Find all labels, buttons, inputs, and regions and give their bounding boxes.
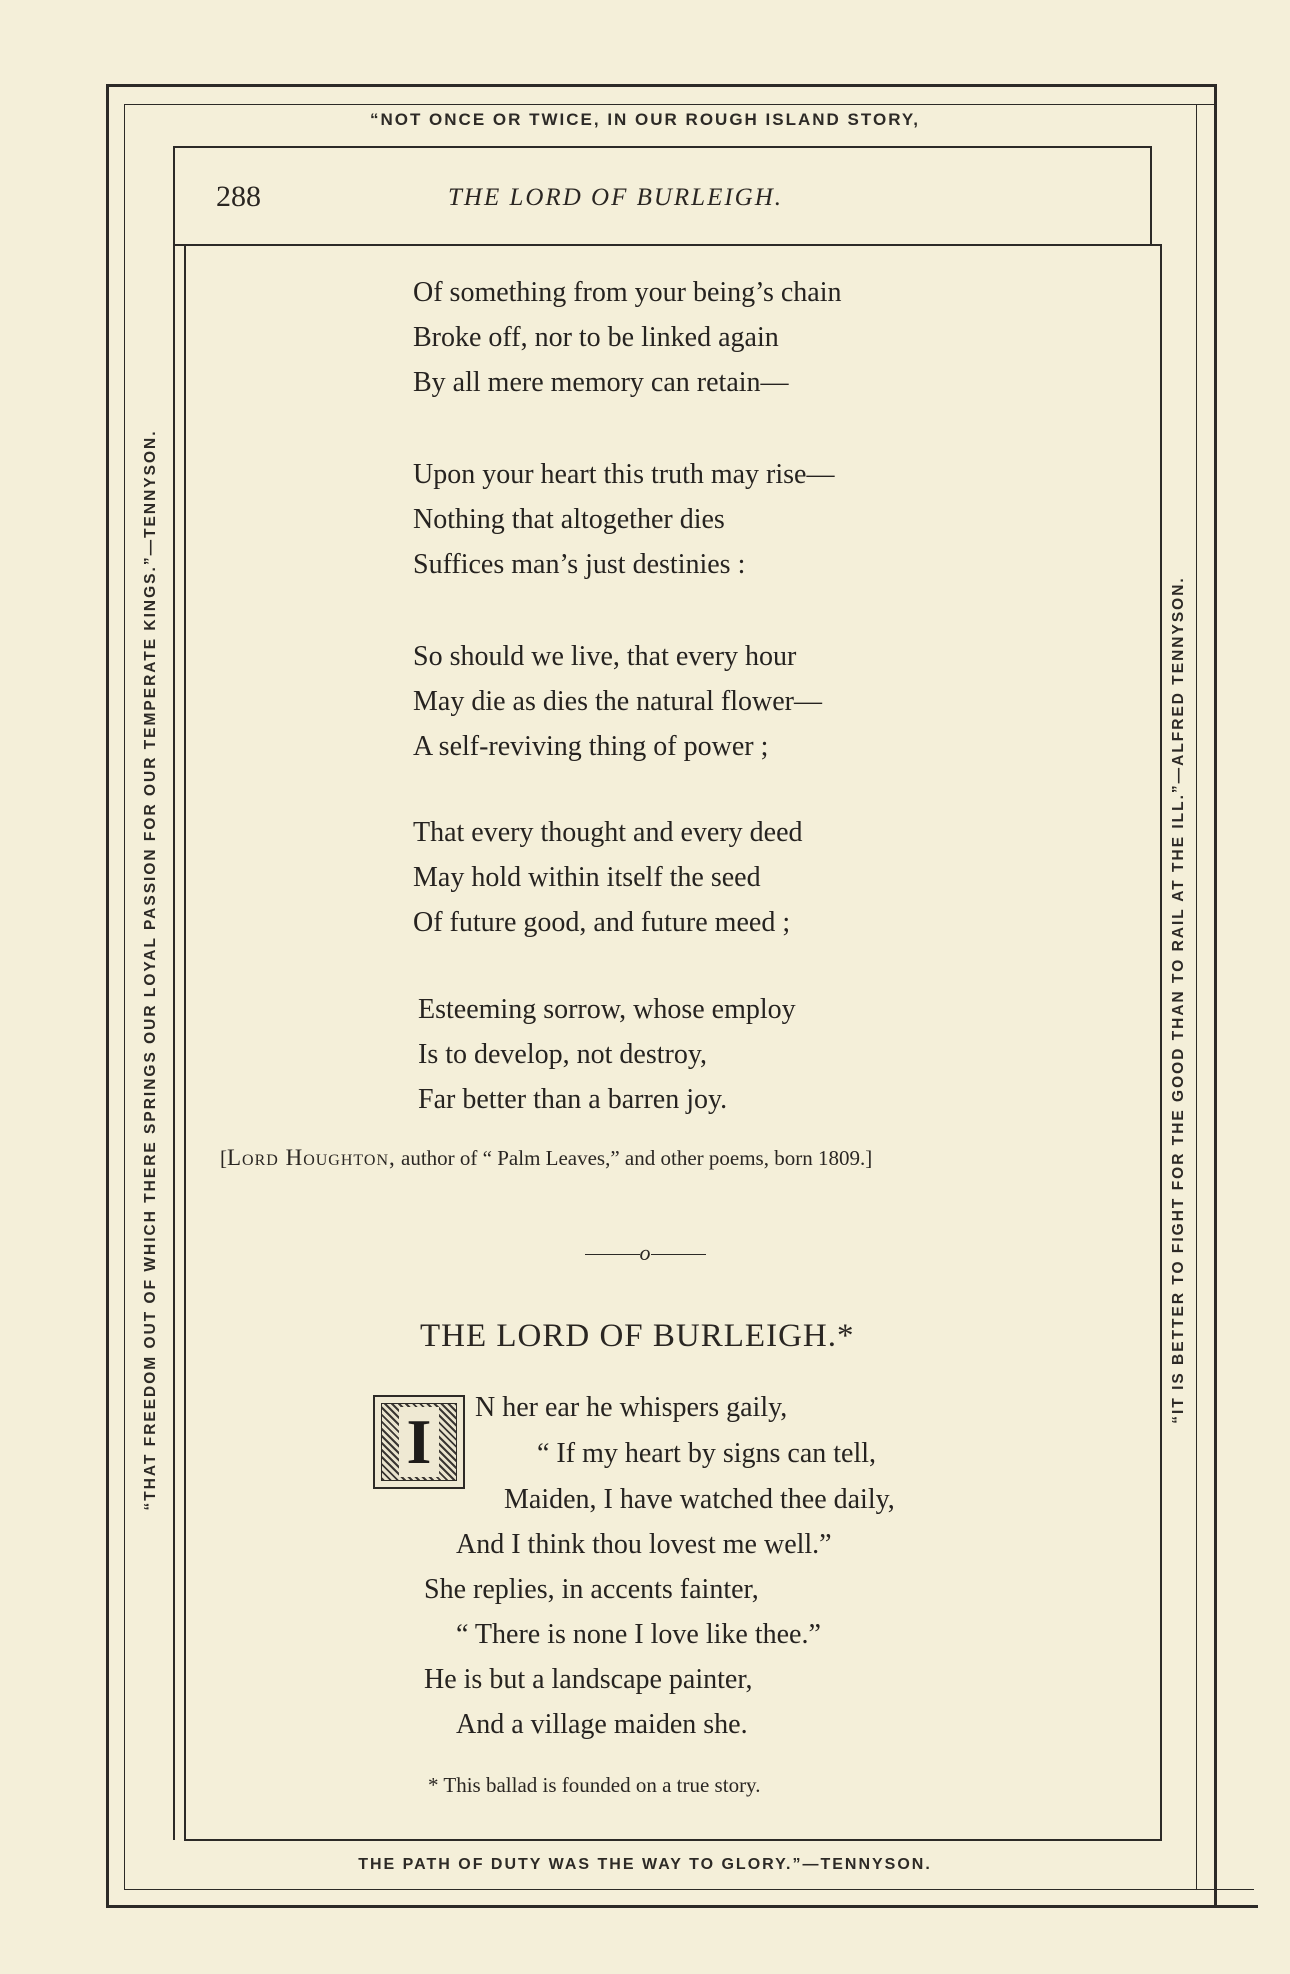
poem-line: Of something from your being’s chain xyxy=(413,277,842,308)
text-frame-right-lower xyxy=(1160,244,1162,1840)
ballad-line: Maiden, I have watched thee daily, xyxy=(504,1484,895,1515)
poem-line: Of future good, and future meed ; xyxy=(413,907,791,938)
inner-border-left xyxy=(124,104,125,1890)
outer-border-right xyxy=(1214,84,1217,1906)
outer-border-bottom xyxy=(106,1905,1258,1908)
border-left-quote: “THAT FREEDOM OUT OF WHICH THERE SPRINGS OUR LOYAL PASSION FOR OUR TEMPERATE KINGS.”—TENNYSON. xyxy=(142,429,159,1511)
poem-line: Far better than a barren joy. xyxy=(418,1084,728,1115)
ballad-line: And I think thou lovest me well.” xyxy=(456,1529,832,1560)
poem-line: That every thought and every deed xyxy=(413,817,803,848)
text-frame-bottom xyxy=(184,1839,1162,1841)
inner-border-bottom xyxy=(124,1889,1254,1890)
poem-line: Is to develop, not destroy, xyxy=(418,1039,708,1070)
poem-line: Broke off, nor to be linked again xyxy=(413,322,779,353)
poem-line: So should we live, that every hour xyxy=(413,641,797,672)
border-right-quote: “IT IS BETTER TO FIGHT FOR THE GOOD THAN TO RAIL AT THE ILL.”—ALFRED TENNYSON. xyxy=(1170,576,1187,1424)
poem-stanza xyxy=(413,634,822,769)
ballad-line: And a village maiden she. xyxy=(456,1709,748,1740)
attribution-bracket: [ xyxy=(220,1146,227,1170)
poem-line: May die as dies the natural flower— xyxy=(413,686,822,717)
divider-rule-left xyxy=(585,1254,640,1255)
poem-line: Suffices man’s just destinies : xyxy=(413,549,746,580)
ballad-title: THE LORD OF BURLEIGH.* xyxy=(420,1318,855,1354)
ballad-line: “ If my heart by signs can tell, xyxy=(537,1438,877,1469)
poem-line: A self-reviving thing of power ; xyxy=(413,731,769,762)
poem-stanza xyxy=(413,810,803,945)
text-frame-left xyxy=(173,146,175,1840)
divider-mark: o xyxy=(639,1240,651,1265)
inner-border-top xyxy=(124,104,1214,105)
poem-attribution xyxy=(220,1145,872,1171)
border-bottom-quote: THE PATH OF DUTY WAS THE WAY TO GLORY.”—TENNYSON. xyxy=(358,1856,932,1873)
poem-line: By all mere memory can retain— xyxy=(413,367,789,398)
running-title: THE LORD OF BURLEIGH. xyxy=(448,184,784,211)
outer-border-left xyxy=(106,84,109,1906)
outer-border-top xyxy=(106,84,1214,87)
poem-line: Nothing that altogether dies xyxy=(413,504,725,535)
poem-stanza xyxy=(418,987,796,1122)
initial-ornament xyxy=(381,1403,457,1481)
text-frame-right xyxy=(1150,146,1152,244)
poem-line: May hold within itself the seed xyxy=(413,862,761,893)
inner-border-right xyxy=(1196,104,1197,1890)
ballad-line: He is but a landscape painter, xyxy=(424,1664,753,1695)
section-divider xyxy=(0,1240,1290,1266)
decorated-initial xyxy=(373,1395,465,1489)
text-frame-left-lower xyxy=(184,246,186,1840)
header-rule xyxy=(173,244,1162,246)
poem-stanza xyxy=(413,452,834,587)
border-top-quote: “NOT ONCE OR TWICE, IN OUR ROUGH ISLAND STORY, xyxy=(369,110,921,129)
attribution-details: author of “ Palm Leaves,” and other poems, born 1809.] xyxy=(395,1146,873,1170)
ballad-line: N her ear he whispers gaily, xyxy=(475,1392,788,1423)
text-frame-top xyxy=(173,146,1151,148)
poem-line: Upon your heart this truth may rise— xyxy=(413,459,835,490)
footnote: * This ballad is founded on a true story. xyxy=(428,1773,761,1797)
page-number: 288 xyxy=(216,180,261,213)
poem-stanza xyxy=(413,270,841,405)
poem-line: Esteeming sorrow, whose employ xyxy=(418,994,796,1025)
ballad-line: She replies, in accents fainter, xyxy=(424,1574,759,1605)
divider-rule-right xyxy=(651,1254,706,1255)
attribution-author: Lord Houghton, xyxy=(227,1145,396,1170)
ballad-line: “ There is none I love like thee.” xyxy=(456,1619,821,1650)
initial-letter: I xyxy=(399,1407,440,1477)
